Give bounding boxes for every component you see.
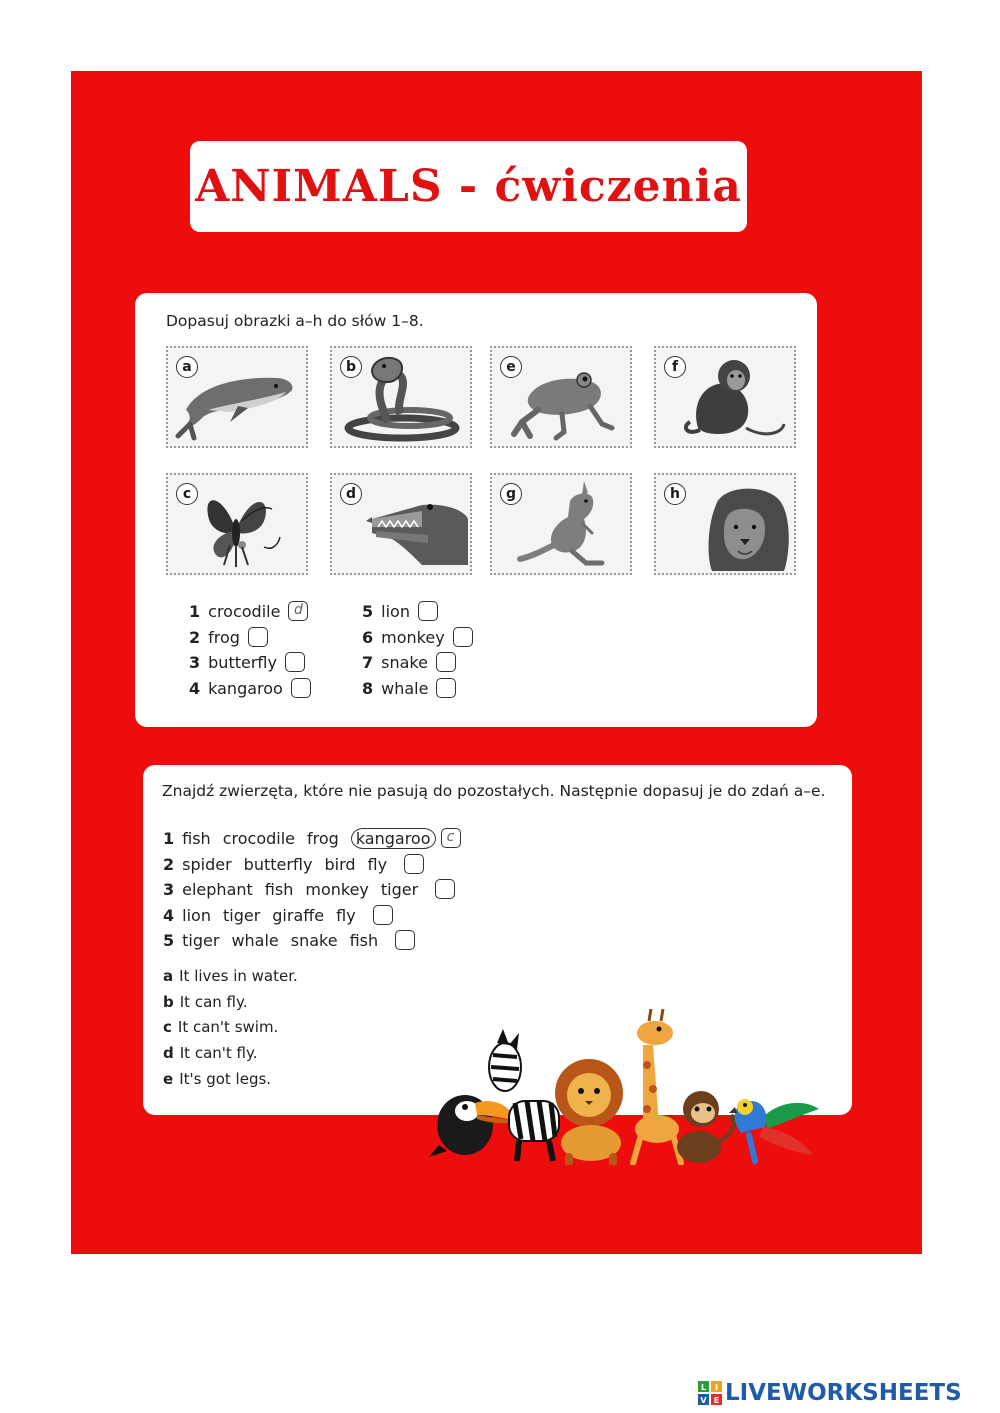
exercise-1-instruction: Dopasuj obrazki a–h do słów 1–8. xyxy=(166,312,424,330)
answer-box[interactable]: d xyxy=(288,601,308,621)
exercise-2-instruction: Znajdź zwierzęta, które nie pasują do pozostałych. Następnie dopasuj je do zdań a–e. xyxy=(162,782,826,800)
toucan-icon xyxy=(429,1095,515,1157)
word-option[interactable]: whale xyxy=(231,930,279,950)
liveworksheets-logo-icon xyxy=(698,1381,722,1405)
card-letter: c xyxy=(176,483,198,505)
answer-box[interactable] xyxy=(291,678,311,698)
odd-one-out-row: 2 spider butterfly bird fly xyxy=(163,852,424,876)
list-item: 7 snake xyxy=(362,650,456,674)
item-word: frog xyxy=(208,627,240,647)
logo-letter: E xyxy=(713,1396,720,1405)
word-option[interactable]: fly xyxy=(367,854,388,874)
card-letter: f xyxy=(664,356,686,378)
odd-one-out-row: 4 lion tiger giraffe fly xyxy=(163,903,393,927)
word-option-circled[interactable]: kangaroo xyxy=(351,828,436,849)
answer-box[interactable] xyxy=(418,601,438,621)
answer-box[interactable] xyxy=(453,627,473,647)
word-option[interactable]: butterfly xyxy=(243,854,313,874)
answer-box[interactable] xyxy=(373,905,393,925)
sentence-item: c It can't swim. xyxy=(163,1018,279,1036)
word-option[interactable]: lion xyxy=(182,905,211,925)
giraffe-icon xyxy=(633,1009,681,1163)
card-letter: b xyxy=(340,356,362,378)
list-item: 3 butterfly xyxy=(189,650,305,674)
picture-card-lion xyxy=(654,473,796,575)
answer-box[interactable] xyxy=(435,879,455,899)
liveworksheets-brand xyxy=(698,1380,962,1406)
item-word: monkey xyxy=(381,627,445,647)
item-word: whale xyxy=(381,678,429,698)
word-option[interactable]: fish xyxy=(264,879,294,899)
logo-letter: L xyxy=(700,1383,707,1392)
card-letter: g xyxy=(500,483,522,505)
list-item: 2 frog xyxy=(189,625,268,649)
exercise-1-panel xyxy=(135,293,817,727)
picture-card-snake xyxy=(330,346,472,448)
picture-card-monkey xyxy=(654,346,796,448)
word-option[interactable]: elephant xyxy=(182,879,253,899)
answer-box[interactable] xyxy=(395,930,415,950)
word-option[interactable]: spider xyxy=(182,854,232,874)
picture-card-kangaroo xyxy=(490,473,632,575)
word-option[interactable]: monkey xyxy=(305,879,369,899)
answer-box[interactable] xyxy=(436,652,456,672)
exercise-2-panel xyxy=(143,765,852,1115)
odd-one-out-row: 5 tiger whale snake fish xyxy=(163,928,415,952)
logo-letter: I xyxy=(715,1383,718,1392)
cartoon-animals-illustration xyxy=(429,1005,821,1165)
list-item: 5 lion xyxy=(362,599,438,623)
word-option[interactable]: frog xyxy=(307,828,339,848)
sentence-item: a It lives in water. xyxy=(163,967,298,985)
word-option[interactable]: fish xyxy=(349,930,379,950)
answer-box[interactable] xyxy=(285,652,305,672)
odd-one-out-row: 3 elephant fish monkey tiger xyxy=(163,877,455,901)
monkey-icon xyxy=(677,1091,734,1163)
card-letter: a xyxy=(176,356,198,378)
picture-card-frog xyxy=(490,346,632,448)
title-box xyxy=(190,141,747,232)
word-option[interactable]: tiger xyxy=(182,930,220,950)
brand-name: LIVEWORKSHEETS xyxy=(725,1380,962,1406)
picture-card-butterfly xyxy=(166,473,308,575)
item-word: kangaroo xyxy=(208,678,283,698)
list-item: 6 monkey xyxy=(362,625,473,649)
item-word: butterfly xyxy=(208,652,277,672)
zebra-icon xyxy=(489,1029,559,1161)
picture-card-crocodile xyxy=(330,473,472,575)
sentence-item: b It can fly. xyxy=(163,993,248,1011)
item-word: snake xyxy=(381,652,428,672)
list-item: 8 whale xyxy=(362,676,456,700)
word-option[interactable]: giraffe xyxy=(272,905,325,925)
word-option[interactable]: fish xyxy=(182,828,211,848)
word-option[interactable]: bird xyxy=(324,854,356,874)
lion-icon xyxy=(555,1059,623,1163)
card-letter: e xyxy=(500,356,522,378)
sentence-item: d It can't fly. xyxy=(163,1044,258,1062)
sentence-item: e It's got legs. xyxy=(163,1070,272,1088)
odd-one-out-row: 1 fish crocodile frog kangaroo c xyxy=(163,826,461,850)
picture-card-whale xyxy=(166,346,308,448)
answer-box[interactable] xyxy=(248,627,268,647)
word-option[interactable]: fly xyxy=(336,905,356,925)
item-word: crocodile xyxy=(208,601,281,621)
card-letter: h xyxy=(664,483,686,505)
answer-box[interactable] xyxy=(436,678,456,698)
word-option[interactable]: tiger xyxy=(222,905,261,925)
worksheet-background xyxy=(71,71,922,1254)
word-option[interactable]: crocodile xyxy=(222,828,295,848)
card-letter: d xyxy=(340,483,362,505)
word-option[interactable]: tiger xyxy=(380,879,419,899)
list-item: 1 crocodile d xyxy=(189,599,308,623)
answer-box[interactable] xyxy=(404,854,424,874)
parrot-icon xyxy=(729,1099,819,1161)
list-item: 4 kangaroo xyxy=(189,676,311,700)
item-word: lion xyxy=(381,601,410,621)
logo-letter: V xyxy=(700,1396,707,1405)
page-title: ANIMALS - ćwiczenia xyxy=(195,161,742,212)
word-option[interactable]: snake xyxy=(290,930,338,950)
answer-box[interactable]: c xyxy=(441,828,461,848)
